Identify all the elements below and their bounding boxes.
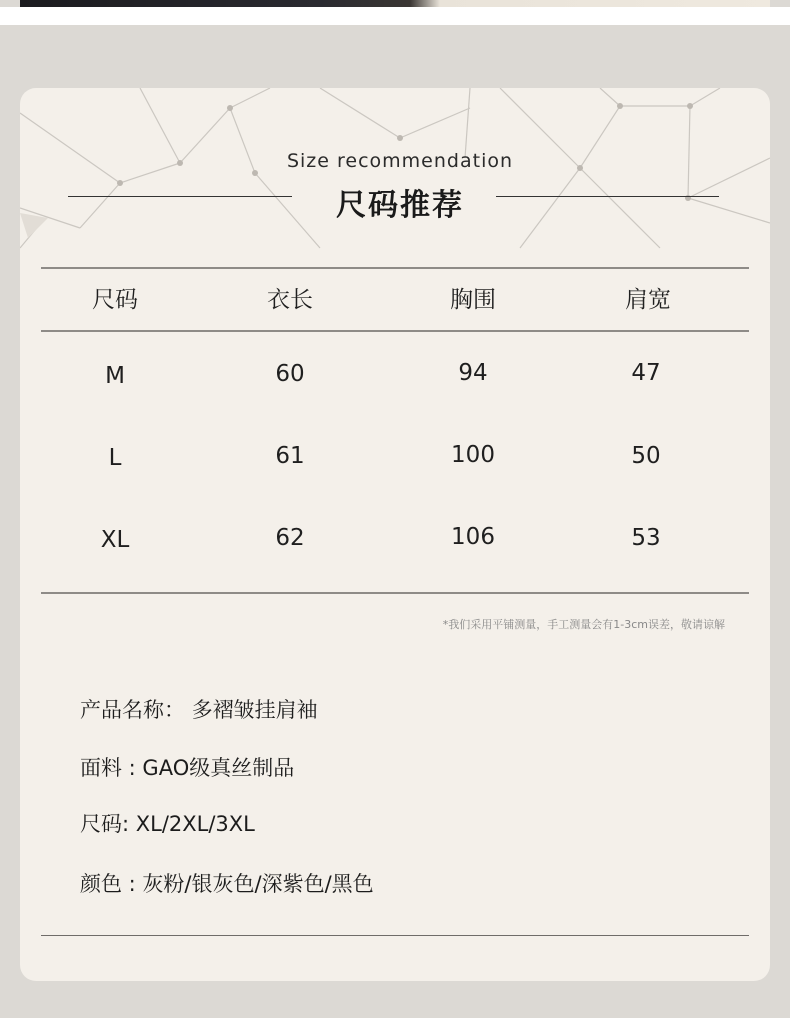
table-header-shoulder: 肩宽 bbox=[625, 287, 671, 313]
table-cell-shoulder: 50 bbox=[631, 443, 661, 469]
table-cell-length: 60 bbox=[275, 361, 305, 387]
table-cell-size: M bbox=[105, 363, 125, 389]
table-top-rule bbox=[41, 267, 749, 269]
table-cell-shoulder: 47 bbox=[631, 360, 661, 386]
table-header-size: 尺码 bbox=[92, 287, 138, 313]
table-header-rule bbox=[41, 330, 749, 332]
table-bottom-rule bbox=[41, 592, 749, 594]
top-image-strip bbox=[20, 0, 770, 7]
section-subtitle: Size recommendation bbox=[286, 150, 514, 172]
table-cell-size: L bbox=[108, 445, 122, 471]
table-cell-shoulder: 53 bbox=[631, 525, 661, 551]
top-spacer bbox=[0, 7, 790, 25]
title-divider-right bbox=[496, 196, 719, 197]
section-title: 尺码推荐 bbox=[336, 188, 464, 223]
footer-rule bbox=[41, 935, 749, 936]
table-cell-length: 62 bbox=[275, 525, 305, 551]
product-name: 产品名称： 多褶皱挂肩袖 bbox=[80, 698, 318, 722]
table-cell-chest: 94 bbox=[458, 360, 488, 386]
table-cell-size: XL bbox=[100, 527, 130, 553]
table-cell-chest: 106 bbox=[451, 524, 495, 550]
table-cell-length: 61 bbox=[275, 443, 305, 469]
measurement-note: *我们采用平铺测量，手工测量会有1-3cm误差，敬请谅解 bbox=[442, 618, 725, 631]
product-material: 面料 : GAO级真丝制品 bbox=[80, 756, 295, 780]
product-colors: 颜色 : 灰粉/银灰色/深紫色/黑色 bbox=[80, 872, 374, 896]
table-header-chest: 胸围 bbox=[450, 287, 496, 313]
product-sizes: 尺码: XL/2XL/3XL bbox=[80, 812, 255, 836]
table-header-length: 衣长 bbox=[267, 287, 313, 313]
table-cell-chest: 100 bbox=[451, 442, 495, 468]
size-card bbox=[20, 88, 770, 981]
